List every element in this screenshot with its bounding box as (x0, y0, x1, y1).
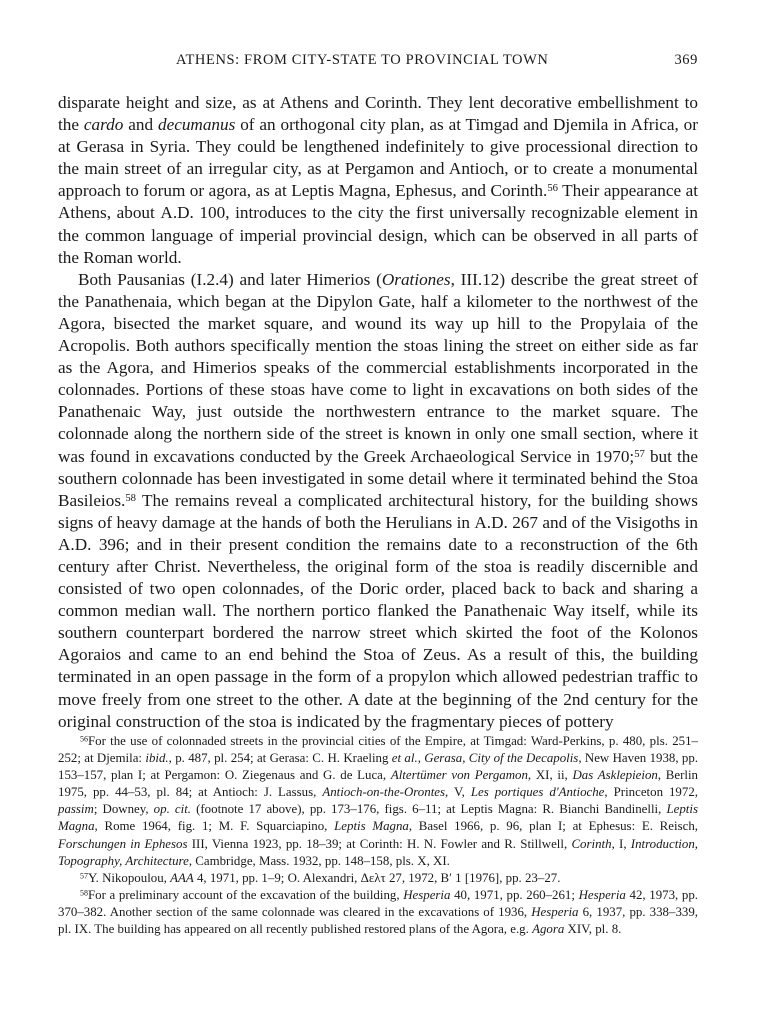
footnotes (58, 733, 698, 938)
term-decumanus: decumanus (157, 115, 236, 135)
footnote-marker: 56 (80, 734, 88, 744)
era-abbrev: A.D. (160, 203, 194, 223)
footnote-56: $^{56}$For the use of colonnaded streets in the provincial cities of the Empire, at Timgad: Ward-Perkins, p. 480, pls. 251–252; at Djemila: ibid., p. 487, pl. 254; at Gerasa: C. H. Kraeling et al., Gerasa, City of the Decapolis, New Haven 1938, pp. 153–157, plan I; at Pergamon: O. Ziegenaus and G. de Luca, Altertümer von Pergamon, XI, ii, Das Asklepieion, Berlin 1975, pp. 44–53, pl. 84; at Antioch: J. Lassus, Antioch-on-the-Orontes, V, Les portiques d'Antioche, Princeton 1972, passim; Downey, op. cit. (footnote 17 above), pp. 173–176, figs. 6–11; at Leptis Magna: R. Bianchi Bandinelli, Leptis Magna, Rome 1964, fig. 1; M. F. Squarciapino, Leptis Magna, Basel 1966, p. 96, plan I; at Ephesus: E. Reisch, Forschungen in Ephesos III, Vienna 1923, pp. 18–39; at Corinth: H. N. Fowler and R. Stillwell, Corinth, I, Introduction, Topography, Architecture, Cambridge, Mass. 1932, pp. 148–158, pls. X, XI. (58, 734, 699, 868)
footnote-ref-56: 56 (547, 183, 558, 195)
running-title: ATHENS: FROM CITY-STATE TO PROVINCIAL TOWN (176, 52, 549, 68)
work-title-orationes: Orationes (381, 269, 451, 289)
term-cardo: cardo (83, 115, 124, 135)
footnote-marker: 57 (80, 871, 88, 881)
footnote-ref-57: 57 (634, 448, 645, 460)
main-text (58, 92, 698, 733)
paragraph-1: disparate height and size, as at Athens and Corinth. They lent decorative embellishment to the cardo and decumanus of an orthogonal city plan, as at Timgad and Djemila in Africa, or at Gerasa in Syria. They could be lengthened indefinitely to give processional direction to the main street of an irregular city, as at Pergamon and Antioch, or to create a monumental approach to forum or agora, as at Leptis Magna, Ephesus, and Corinth.$^{56}$ Their appearance at Athens, about A.D. 100, introduces to the city the first universally recognizable element in the common language of imperial provincial design, which can be observed in all parts of the Roman world. (58, 93, 699, 267)
footnote-ref-58: 58 (125, 492, 136, 504)
paragraph-2: Both Pausanias (I.2.4) and later Himerios (Orationes, III.12) describe the great street of the Panathenaia, which began at the Dipylon Gate, half a kilometer to the northwest of the Agora, bisected the market square, and wound its way up hill to the Propylaia of the Acropolis. Both authors specifically mention the stoas lining the street on either side as far as the Agora, and Himerios speaks of the commercial establishments incorporated in the colonnades. Portions of these stoas have come to light in excavations on both sides of the Panathenaic Way, just outside the northwestern entrance to the market square. The colonnade along the northern side of the street is known in only one small section, where it was found in excavations conducted by the Greek Archaeological Service in 1970;$^{57}$ but the southern colonnade has been investigated in some detail where it terminated behind the Stoa Basileios.$^{58}$ The remains reveal a complicated architectural history, for the building shows signs of heavy damage at the hands of both the Herulians in A.D. 267 and of the Visigoths in A.D. 396; and in their present condition the remains date to a reconstruction of the 6th century after Christ. Nevertheless, the original form of the stoa is readily discernible and consisted of two open colonnades, of the Doric order, placed back to back and sharing a common median wall. The northern portico flanked the Panathenaic Way itself, while its southern counterpart bordered the narrow street which skirted the foot of the Kolonos Agoraios and came to an end behind the Stoa of Zeus. As a result of this, the building terminated in an open passage in the form of a propylon which allowed pedestrian traffic to move freely from one street to the other. A date at the beginning of the 2nd century for the original construction of the stoa is indicated by the fragmentary pieces of pottery (58, 269, 699, 731)
footnote-57: $^{57}$Y. Nikopoulou, AAA 4, 1971, pp. 1–9; O. Alexandri, Δελτ 27, 1972, Β′ 1 [1976], pp. 23–27. (80, 870, 561, 885)
footnote-58: $^{58}$For a preliminary account of the excavation of the building, Hesperia 40, 1971, pp. 260–261; Hesperia 42, 1973, pp. 370–382. Another section of the same colonnade was cleared in the excavations of 1936, Hesperia 6, 1937, pp. 338–339, pl. IX. The building has appeared on all recently published restored plans of the Agora, e.g. Agora XIV, pl. 8. (58, 887, 699, 937)
running-head (58, 52, 698, 72)
footnote-marker: 58 (80, 888, 88, 898)
page-number: 369 (674, 52, 698, 68)
